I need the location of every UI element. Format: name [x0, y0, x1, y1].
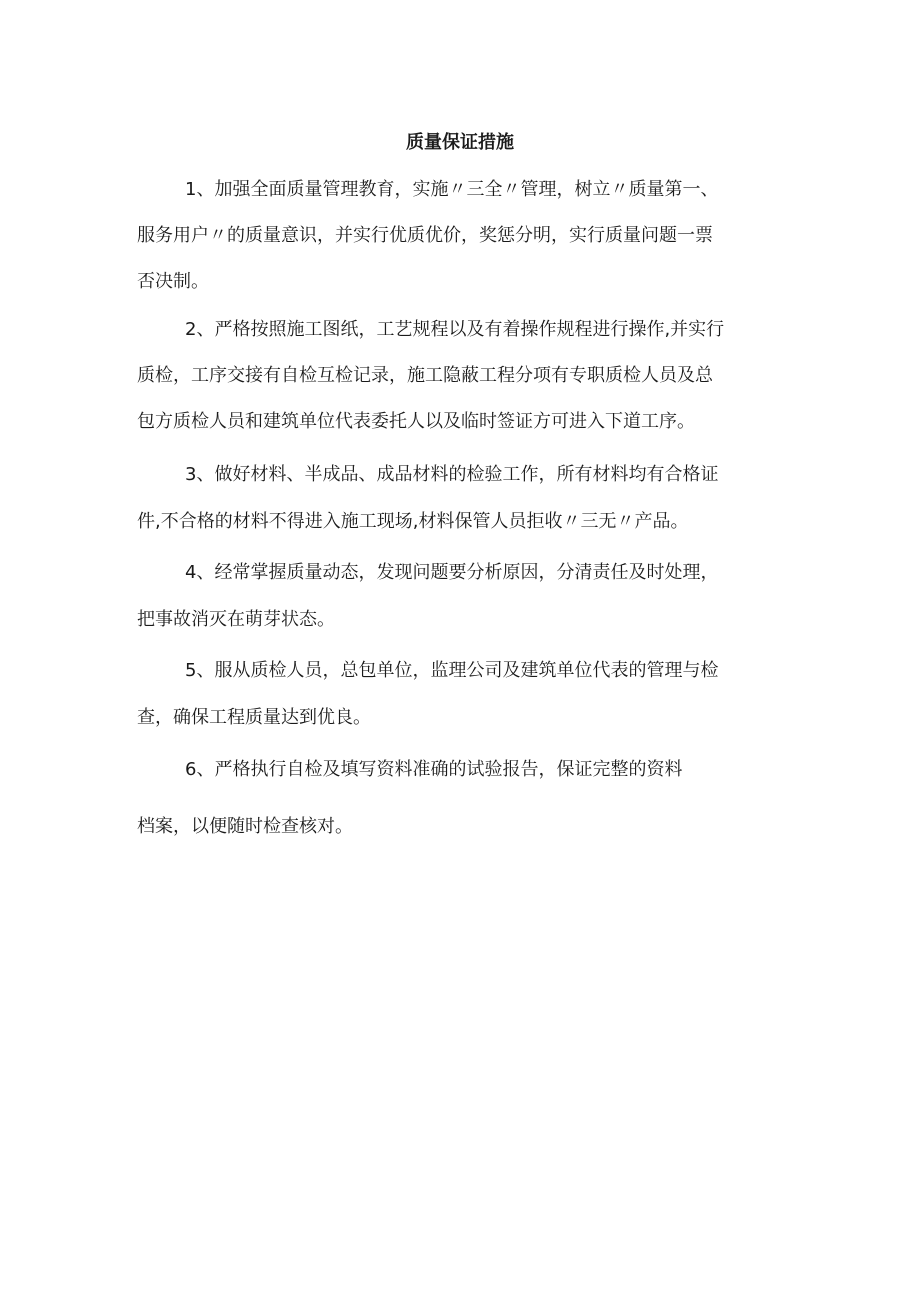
item-3-line-1: 3、做好材料、半成品、成品材料的检验工作，所有材料均有合格证 [185, 464, 719, 485]
item-4-line-2: 把事故消灭在萌芽状态。 [137, 609, 335, 630]
item-4-line-1: 4、经常掌握质量动态，发现问题要分析原因，分清责任及时处理， [185, 562, 719, 583]
item-1-line-2: 服务用户〃的质量意识，并实行优质优价，奖惩分明，实行质量问题一票 [137, 225, 713, 246]
item-6-line-2: 档案，以便随时检查核对。 [137, 816, 353, 837]
item-6-line-1: 6、严格执行自检及填写资料准确的试验报告，保证完整的资料 [185, 759, 683, 780]
item-1-line-1: 1、加强全面质量管理教育，实施〃三全〃管理，树立〃质量第一、 [185, 179, 719, 200]
item-2-line-3: 包方质检人员和建筑单位代表委托人以及临时签证方可进入下道工序。 [137, 411, 695, 432]
item-3-line-2: 件,不合格的材料不得进入施工现场,材料保管人员拒收〃三无〃产品。 [137, 511, 689, 532]
item-5-line-2: 查，确保工程质量达到优良。 [137, 707, 371, 728]
item-5-line-1: 5、服从质检人员，总包单位，监理公司及建筑单位代表的管理与检 [185, 660, 719, 681]
document-title: 质量保证措施 [406, 132, 514, 153]
item-2-line-1: 2、严格按照施工图纸，工艺规程以及有着操作规程进行操作,并实行 [185, 319, 725, 340]
item-2-line-2: 质检，工序交接有自检互检记录，施工隐蔽工程分项有专职质检人员及总 [137, 365, 713, 386]
item-1-line-3: 否决制。 [137, 271, 209, 292]
